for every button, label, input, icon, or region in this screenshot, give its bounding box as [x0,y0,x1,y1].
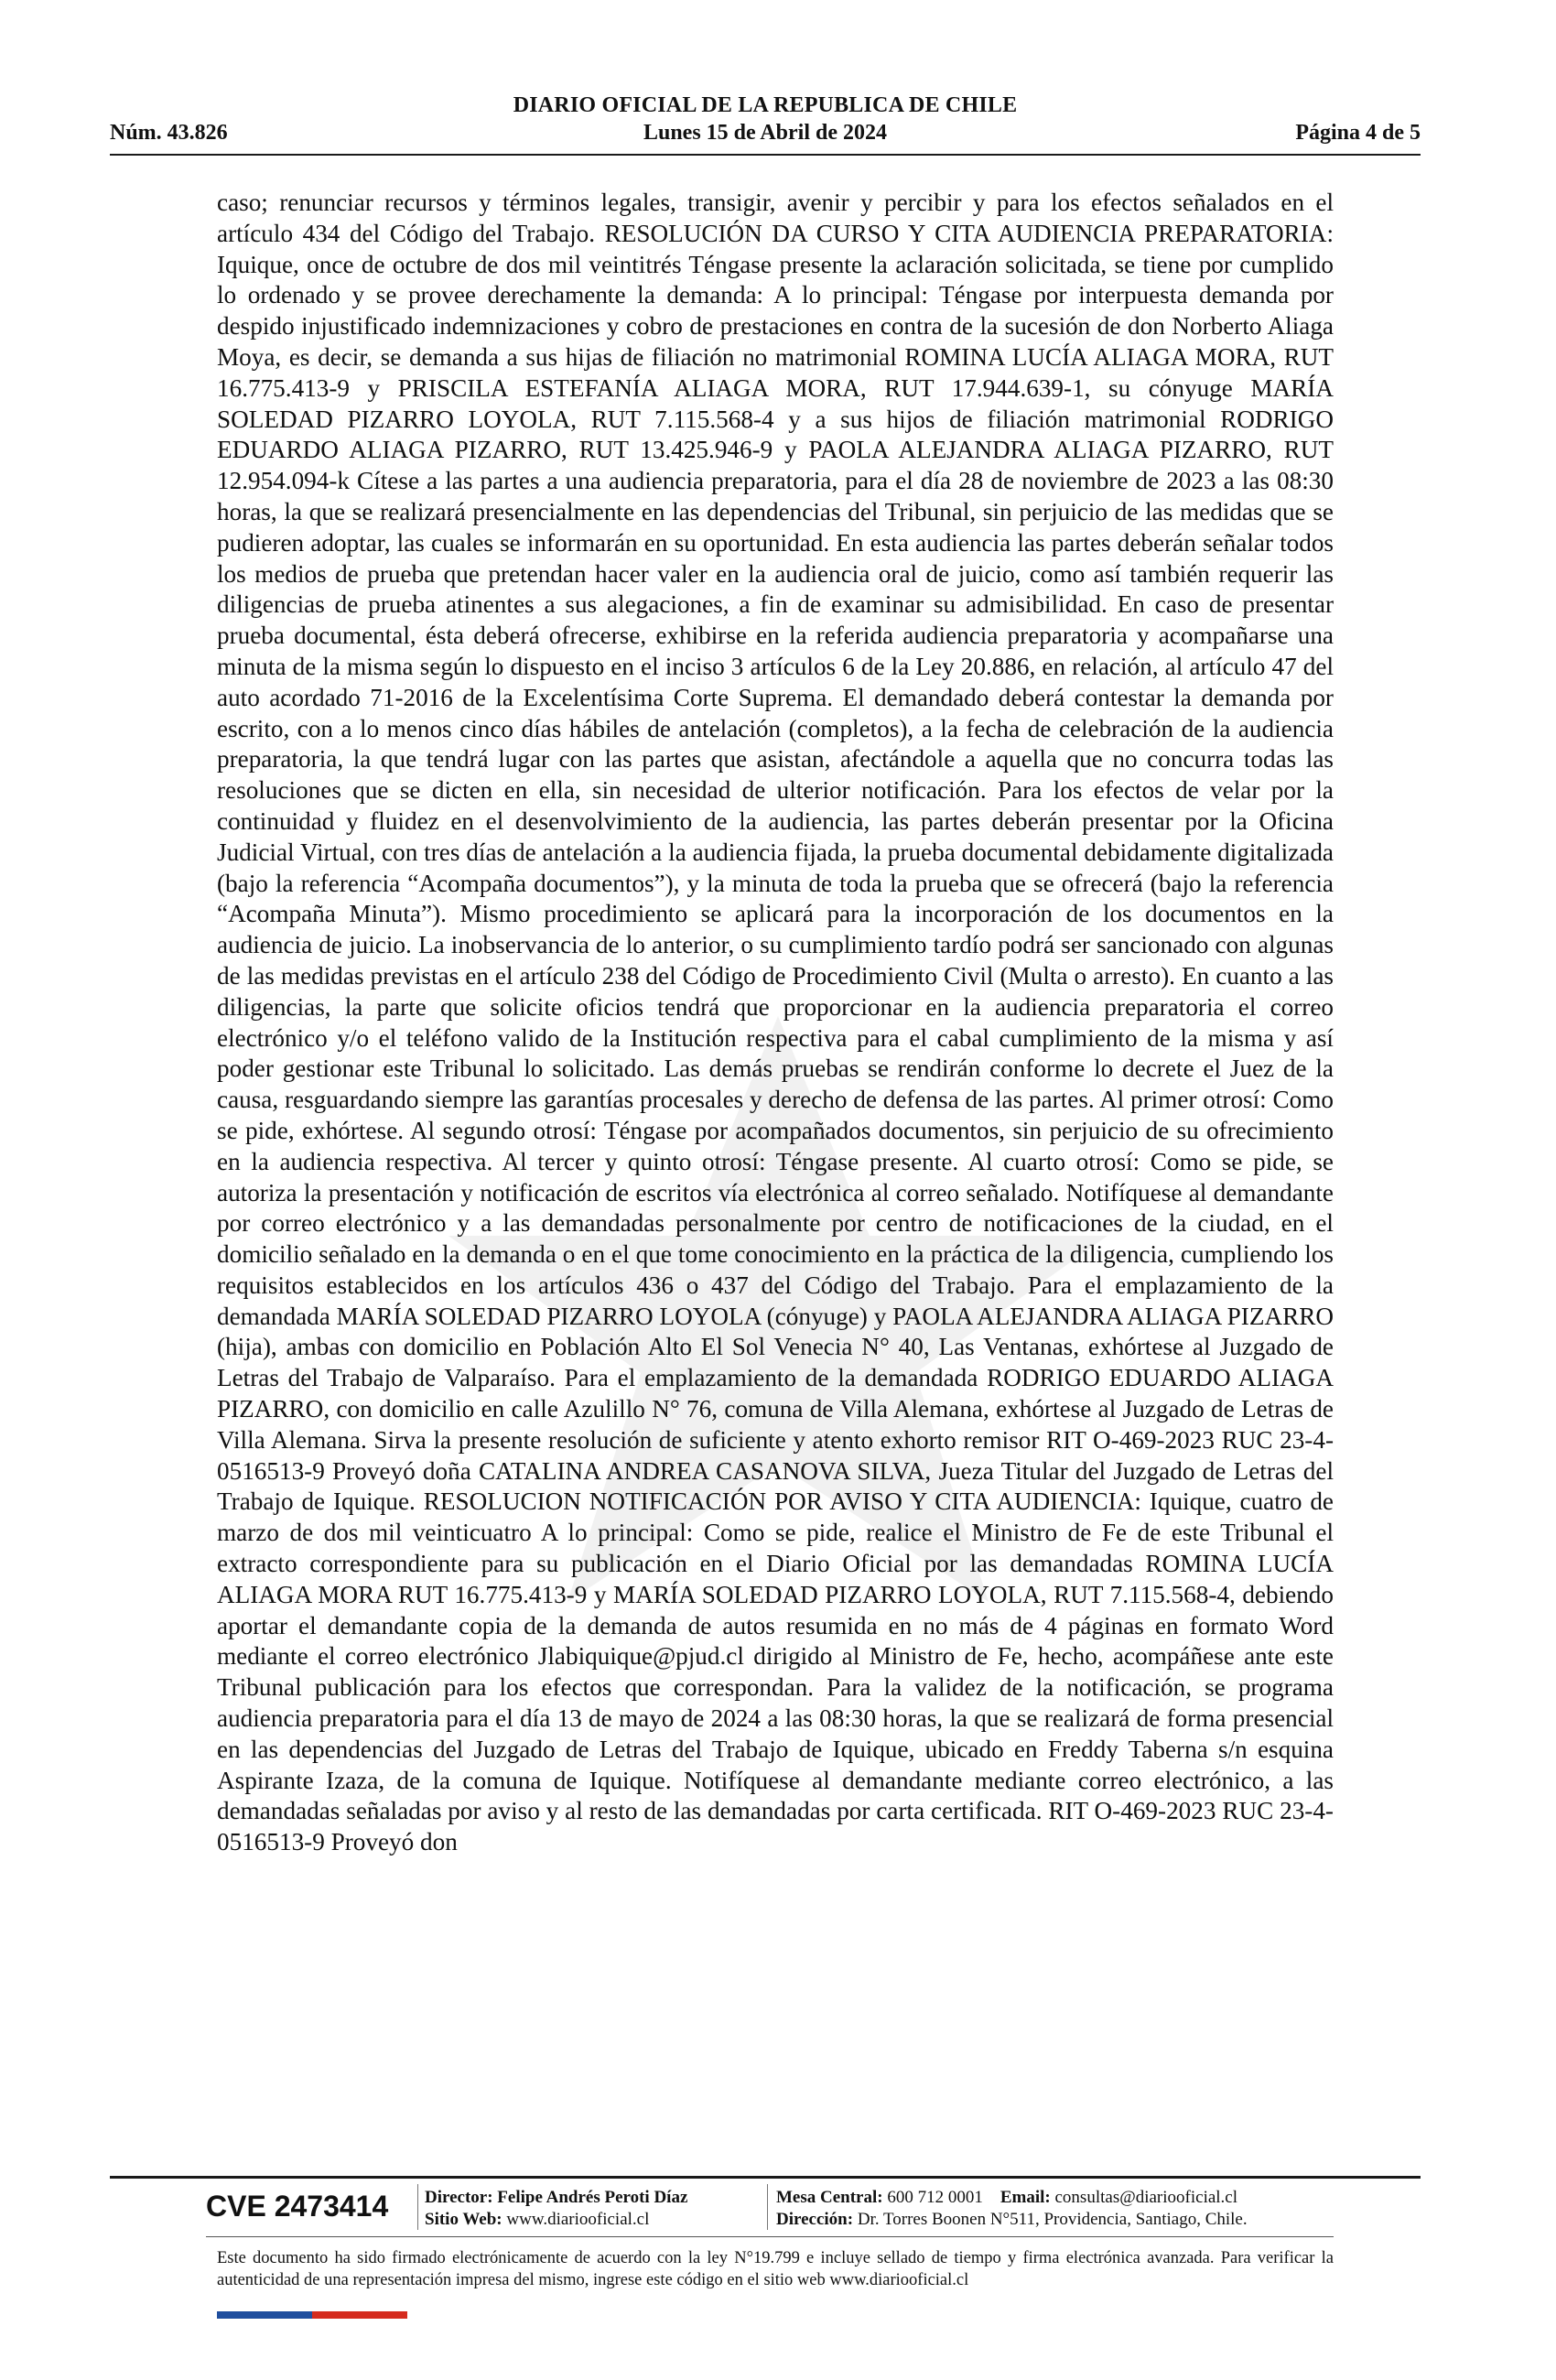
footer-separator [767,2184,768,2230]
issue-date: Lunes 15 de Abril de 2024 [643,121,888,145]
site-link[interactable]: www.diariooficial.cl [506,2210,650,2229]
mesa-phone: 600 712 0001 [887,2188,983,2207]
footer-thin-divider [206,2236,1334,2237]
flag-stripe [217,2311,407,2319]
issue-number: Núm. 43.826 [110,121,228,145]
email-link[interactable]: consultas@diariooficial.cl [1054,2188,1238,2207]
publication-title: DIARIO OFICIAL DE LA REPUBLICA DE CHILE [513,93,1018,117]
header-meta-row [110,119,1421,146]
mesa-label: Mesa Central: [776,2188,883,2207]
director-name: Felipe Andrés Peroti Díaz [497,2188,688,2207]
email-label: Email: [1000,2188,1051,2207]
header-divider [110,154,1421,156]
address-label: Dirección: [776,2210,854,2229]
legal-notice: Este documento ha sido firmado electrónicamente de acuerdo con la ley N°19.799 e incluye sellado de tiempo y firma electrónica avanzada. Para verificar la autenticidad de una representación impresa del mismo, ingrese este código en el sitio web www.diariooficial.cl [217,2249,1334,2289]
flag-red-band [312,2311,407,2319]
footer-director-block [425,2187,687,2231]
footer-contact-block [776,2187,1248,2231]
footer-divider [110,2176,1421,2179]
edict-body-text: caso; renunciar recursos y términos legales, transigir, avenir y percibir y para los efectos señalados en el artículo 434 del Código del Trabajo. RESOLUCIÓN DA CURSO Y CITA AUDIENCIA PREPARATORIA: Iquique, once de octubre de dos mil veintitrés Téngase presente la aclaración solicitada, se tiene por cumplido lo ordenado y se provee derechamente la demanda: A lo principal: Téngase por interpuesta demanda por despido injustificado indemnizaciones y cobro de prestaciones en contra de la sucesión de don Norberto Aliaga Moya, es decir, se demanda a sus hijas de filiación no matrimonial ROMINA LUCÍA ALIAGA MORA, RUT 16.775.413-9 y PRISCILA ESTEFANÍA ALIAGA MORA, RUT 17.944.639-1, su cónyuge MARÍA SOLEDAD PIZARRO LOYOLA, RUT 7.115.568-4 y a sus hijos de filiación matrimonial RODRIGO EDUARDO ALIAGA PIZARRO, RUT 13.425.946-9 y PAOLA ALEJANDRA ALIAGA PIZARRO, RUT 12.954.094-k Cítese a las partes a una audiencia preparatoria, para el día 28 de noviembre de 2023 a las 08:30 horas, la que se realizará presencialmente en las dependencias del Tribunal, sin perjuicio de las medidas que se pudieren adoptar, las cuales se informarán en su oportunidad. En esta audiencia las partes deberán señalar todos los medios de prueba que pretendan hacer valer en la audiencia oral de juicio, como así también requerir las diligencias de prueba atinentes a sus alegaciones, a fin de examinar su admisibilidad. En caso de presentar prueba documental, ésta deberá ofrecerse, exhibirse en la referida audiencia preparatoria y acompañarse una minuta de la misma según lo dispuesto en el inciso 3 artículos 6 de la Ley 20.886, en relación, al artículo 47 del auto acordado 71-2016 de la Excelentísima Corte Suprema. El demandado deberá contestar la demanda por escrito, con a lo menos cinco días hábiles de antelación (completos), a la fecha de celebración de la audiencia preparatoria, la que tendrá lugar con las partes que asistan, afectándole a aquella que no concurra todas las resoluciones que se dicten en ella, sin necesidad de ulterior notificación. Para los efectos de velar por la continuidad y fluidez en el desenvolvimiento de la audiencia, las partes deberán presentar por la Oficina Judicial Virtual, con tres días de antelación a la audiencia fijada, la prueba documental debidamente digitalizada (bajo la referencia “Acompaña documentos”), y la minuta de toda la prueba que se ofrecerá (bajo la referencia “Acompaña Minuta”). Mismo procedimiento se aplicará para la incorporación de los documentos en la audiencia de juicio. La inobservancia de lo anterior, o su cumplimiento tardío podrá ser sancionado con algunas de las medidas previstas en el artículo 238 del Código de Procedimiento Civil (Multa o arresto). En cuanto a las diligencias, la parte que solicite oficios tendrá que proporcionar en la audiencia preparatoria el correo electrónico y/o el teléfono valido de la Institución respectiva para el cabal cumplimiento de la misma y así poder gestionar este Tribunal lo solicitado. Las demás pruebas se rendirán conforme lo decrete el Juez de la causa, resguardando siempre las garantías procesales y derecho de defensa de las partes. Al primer otrosí: Como se pide, exhórtese. Al segundo otrosí: Téngase por acompañados documentos, sin perjuicio de su ofrecimiento en la audiencia respectiva. Al tercer y quinto otrosí: Téngase presente. Al cuarto otrosí: Como se pide, se autoriza la presentación y notificación de escritos vía electrónica al correo señalado. Notifíquese al demandante por correo electrónico y a las demandadas personalmente por centro de notificaciones de la ciudad, en el domicilio señalado en la demanda o en el que tome conocimiento en la práctica de la diligencia, cumpliendo los requisitos establecidos en los artículos 436 o 437 del Código del Trabajo. Para el emplazamiento de la demandada MARÍA SOLEDAD PIZARRO LOYOLA (cónyuge) y PAOLA ALEJANDRA ALIAGA PIZARRO (hija), ambas con domicilio en Población Alto El Sol Venecia N° 40, Las Ventanas, exhórtese al Juzgado de Letras del Trabajo de Valparaíso. Para el emplazamiento de la demandada RODRIGO EDUARDO ALIAGA PIZARRO, con domicilio en calle Azulillo N° 76, comuna de Villa Alemana, exhórtese al Juzgado de Letras de Villa Alemana. Sirva la presente resolución de suficiente y atento exhorto remisor RIT O-469-2023 RUC 23-4-0516513-9 Proveyó doña CATALINA ANDREA CASANOVA SILVA, Jueza Titular del Juzgado de Letras del Trabajo de Iquique. RESOLUCION NOTIFICACIÓN POR AVISO Y CITA AUDIENCIA: Iquique, cuatro de marzo de dos mil veinticuatro A lo principal: Como se pide, realice el Ministro de Fe de este Tribunal el extracto correspondiente para su publicación en el Diario Oficial por las demandadas ROMINA LUCÍA ALIAGA MORA RUT 16.775.413-9 y MARÍA SOLEDAD PIZARRO LOYOLA, RUT 7.115.568-4, debiendo aportar el demandante copia de la demanda de autos resumida en no más de 4 páginas en formato Word mediante el correo electrónico Jlabiquique@pjud.cl dirigido al Ministro de Fe, hecho, acompáñese ante este Tribunal publicación para los efectos que correspondan. Para la validez de la notificación, se programa audiencia preparatoria para el día 13 de mayo de 2024 a las 08:30 horas, la que se realizará de forma presencial en las dependencias del Juzgado de Letras del Trabajo de Iquique, ubicado en Freddy Taberna s/n esquina Aspirante Izaza, de la comuna de Iquique. Notifíquese al demandante mediante correo electrónico, a las demandadas señaladas por aviso y al resto de las demandadas por carta certificada. RIT O-469-2023 RUC 23-4-0516513-9 Proveyó don [217,189,1334,1856]
director-label: Director: [425,2188,493,2207]
page-header [110,92,1421,150]
footer-separator [417,2184,418,2230]
address-value: Dr. Torres Boonen N°511, Providencia, Santiago, Chile. [857,2210,1248,2229]
site-label: Sitio Web: [425,2210,502,2229]
cve-code: CVE 2473414 [206,2190,389,2223]
page-indicator: Página 4 de 5 [1295,121,1421,145]
flag-blue-band [217,2311,312,2319]
